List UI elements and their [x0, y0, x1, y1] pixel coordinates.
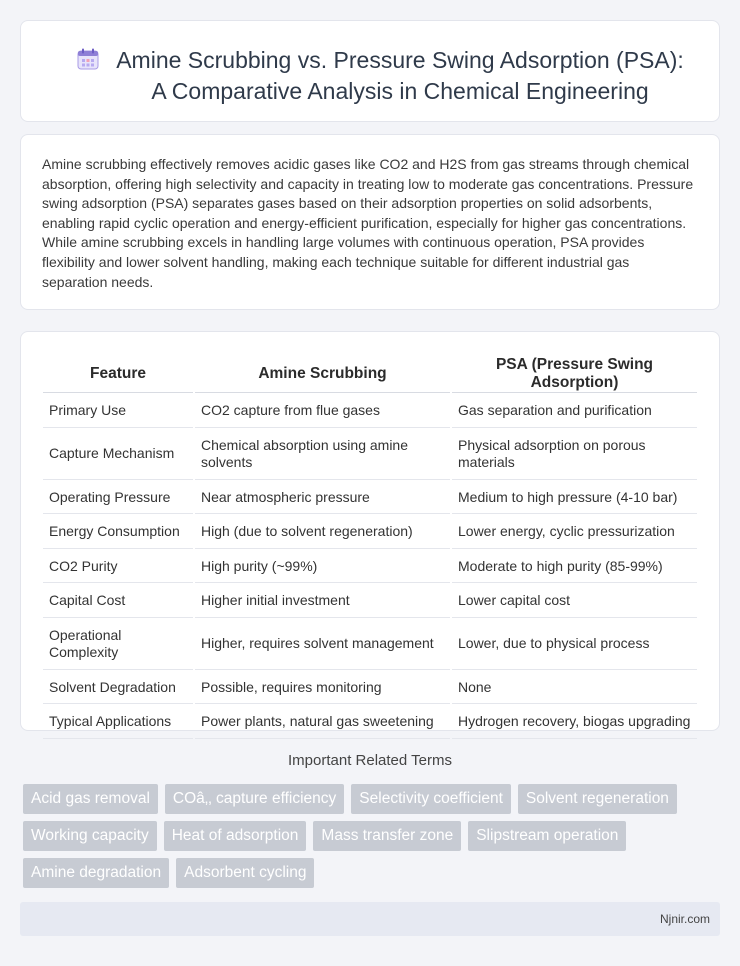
table-cell: Primary Use — [43, 395, 193, 428]
table-cell: Capital Cost — [43, 585, 193, 618]
table-cell: CO2 capture from flue gases — [195, 395, 450, 428]
table-cell: Operational Complexity — [43, 620, 193, 670]
table-cell: Near atmospheric pressure — [195, 482, 450, 515]
calendar-icon — [77, 48, 99, 70]
comparison-table — [41, 354, 699, 741]
table-cell: Lower energy, cyclic pressurization — [452, 516, 697, 549]
table-cell: Capture Mechanism — [43, 430, 193, 480]
table-cell: Energy Consumption — [43, 516, 193, 549]
related-term-tag[interactable]: Selectivity coefficient — [351, 784, 511, 814]
table-row — [43, 482, 697, 515]
table-cell: Higher, requires solvent management — [195, 620, 450, 670]
table-cell: Lower, due to physical process — [452, 620, 697, 670]
table-cell: Chemical absorption using amine solvents — [195, 430, 450, 480]
table-header-psa: PSA (Pressure Swing Adsorption) — [452, 356, 697, 393]
summary-card — [20, 134, 720, 310]
related-term-tag[interactable]: Adsorbent cycling — [176, 858, 314, 888]
related-term-tag[interactable]: Solvent regeneration — [518, 784, 677, 814]
related-term-tag[interactable]: Heat of adsorption — [164, 821, 307, 851]
related-term-tag[interactable]: Acid gas removal — [23, 784, 158, 814]
table-cell: Possible, requires monitoring — [195, 672, 450, 705]
summary-paragraph: Amine scrubbing effectively removes acidic gases like CO2 and H2S from gas streams through chemical absorption, offering high selectivity and capacity in treating low to moderate gas concentrations. Pressure swing adsorption (PSA) separates gases based on their adsorption properties on solid adsorbents, enabling rapid cyclic operation and energy-efficient purification, especially for higher gas concentrations. While amine scrubbing excels in handling large volumes with continuous operation, PSA provides flexibility and lower solvent handling, making each technique suitable for different industrial gas separation needs. — [42, 156, 694, 290]
table-header-feature: Feature — [43, 356, 193, 393]
title-card — [20, 20, 720, 122]
table-cell: Medium to high pressure (4-10 bar) — [452, 482, 697, 515]
table-header-row — [43, 356, 697, 393]
related-term-tag[interactable]: Working capacity — [23, 821, 157, 851]
table-row — [43, 620, 697, 670]
table-cell: Operating Pressure — [43, 482, 193, 515]
table-cell: High purity (~99%) — [195, 551, 450, 584]
comparison-table-card — [20, 331, 720, 731]
table-row — [43, 551, 697, 584]
related-terms-list — [23, 784, 713, 888]
table-cell: Solvent Degradation — [43, 672, 193, 705]
table-header-amine: Amine Scrubbing — [195, 356, 450, 393]
table-row — [43, 430, 697, 480]
table-cell: Typical Applications — [43, 706, 193, 739]
table-cell: Hydrogen recovery, biogas upgrading — [452, 706, 697, 739]
table-cell: High (due to solvent regeneration) — [195, 516, 450, 549]
related-terms-heading: Important Related Terms — [288, 752, 452, 769]
table-row — [43, 706, 697, 739]
table-row — [43, 585, 697, 618]
footer — [20, 902, 720, 936]
footer-site-link[interactable]: Njnir.com — [659, 912, 710, 926]
related-term-tag[interactable]: Slipstream operation — [468, 821, 626, 851]
table-cell: Gas separation and purification — [452, 395, 697, 428]
table-cell: Physical adsorption on porous materials — [452, 430, 697, 480]
table-cell: Power plants, natural gas sweetening — [195, 706, 450, 739]
page-title — [101, 45, 699, 107]
table-row — [43, 395, 697, 428]
page-title-line1: Amine Scrubbing vs. Pressure Swing Adsorption (PSA): — [116, 47, 684, 73]
page-title-line2: A Comparative Analysis in Chemical Engineering — [151, 78, 649, 104]
table-row — [43, 516, 697, 549]
related-term-tag[interactable]: COâ‚‚ capture efficiency — [165, 784, 344, 814]
table-cell: Higher initial investment — [195, 585, 450, 618]
table-cell: None — [452, 672, 697, 705]
table-cell: Lower capital cost — [452, 585, 697, 618]
related-term-tag[interactable]: Mass transfer zone — [313, 821, 461, 851]
related-term-tag[interactable]: Amine degradation — [23, 858, 169, 888]
table-cell: Moderate to high purity (85-99%) — [452, 551, 697, 584]
table-row — [43, 672, 697, 705]
table-cell: CO2 Purity — [43, 551, 193, 584]
